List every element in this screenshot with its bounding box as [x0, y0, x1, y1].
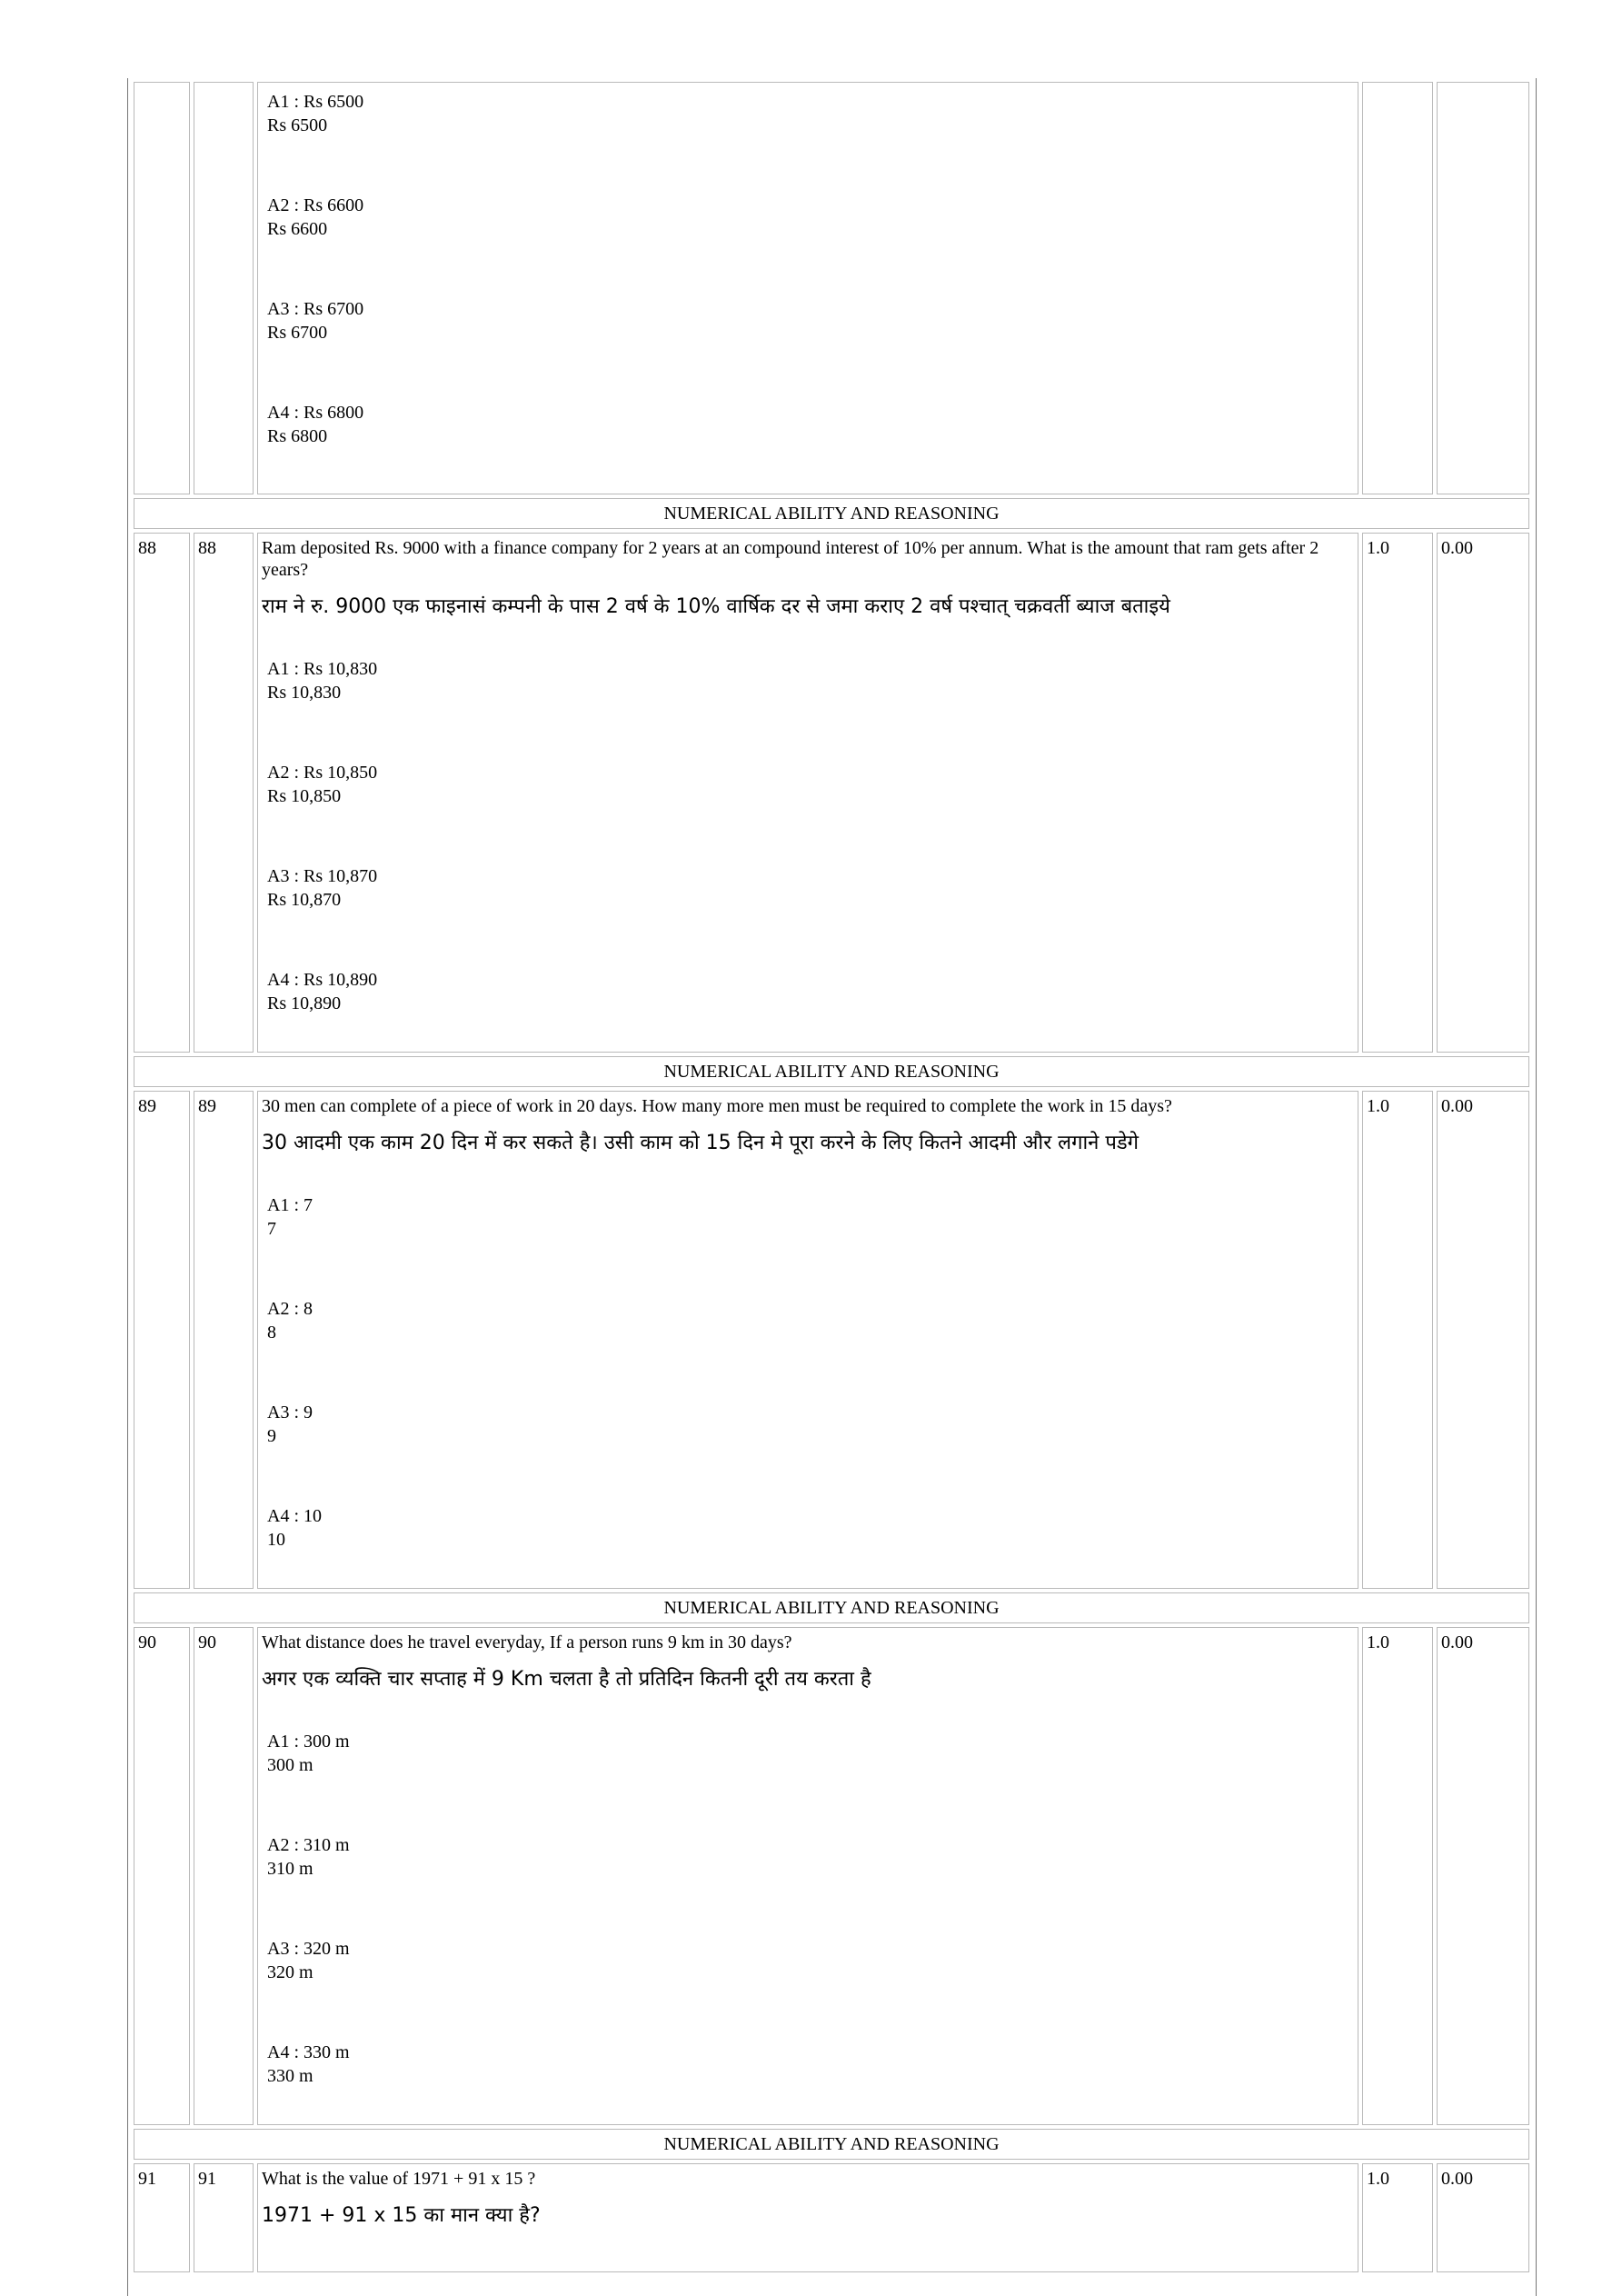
section-title: NUMERICAL ABILITY AND REASONING	[134, 2129, 1529, 2160]
option-value: 330 m	[267, 2066, 313, 2086]
option	[267, 401, 1354, 448]
option-label: A1 : Rs 6500	[267, 92, 364, 112]
negative-marks: 0.00	[1437, 2163, 1529, 2272]
option	[267, 1833, 1354, 1881]
option-label: A3 : 320 m	[267, 1939, 350, 1959]
question-text: What is the value of 1971 + 91 x 15 ?	[262, 2169, 536, 2189]
option	[267, 1504, 1354, 1552]
table-row	[134, 533, 1529, 1053]
option	[267, 2041, 1354, 2088]
option-label: A3 : Rs 6700	[267, 299, 364, 319]
section-title: NUMERICAL ABILITY AND REASONING	[134, 1056, 1529, 1087]
question-text: Ram deposited Rs. 9000 with a finance company for 2 years at an compound interest of 10% per annum. What is the amount that ram gets after 2 years?	[262, 538, 1319, 580]
table-row	[134, 1627, 1529, 2125]
option-value: Rs 10,890	[267, 993, 342, 1013]
option-label: A1 : Rs 10,830	[267, 659, 378, 679]
question-text: 30 men can complete of a piece of work in 20 days. How many more men must be required to complete the work in 15 days?	[262, 1096, 1172, 1116]
option	[267, 1193, 1354, 1241]
question-number: 88	[134, 533, 190, 1053]
table-row	[134, 82, 1529, 494]
question-text: What distance does he travel everyday, If a person runs 9 km in 30 days?	[262, 1632, 792, 1652]
marks: 1.0	[1362, 2163, 1433, 2272]
negative-marks: 0.00	[1437, 1627, 1529, 2125]
negative-marks: 0.00	[1437, 1091, 1529, 1589]
option-label: A4 : 330 m	[267, 2042, 350, 2062]
option	[267, 194, 1354, 241]
option-label: A1 : 300 m	[267, 1732, 350, 1752]
question-body	[257, 2163, 1358, 2272]
question-paper	[130, 78, 1533, 2276]
option	[267, 90, 1354, 137]
option-label: A3 : 9	[267, 1403, 313, 1423]
option	[267, 968, 1354, 1015]
option-value: Rs 10,830	[267, 683, 342, 703]
option-value: Rs 10,850	[267, 786, 342, 806]
question-number: 91	[134, 2163, 190, 2272]
question-number: 89	[134, 1091, 190, 1589]
question-body	[257, 1627, 1358, 2125]
negative-marks: 0.00	[1437, 533, 1529, 1053]
option-label: A2 : 8	[267, 1299, 313, 1319]
option-label: A3 : Rs 10,870	[267, 866, 378, 886]
option-label: A2 : Rs 10,850	[267, 763, 378, 783]
question-text-hindi: अगर एक व्यक्ति चार सप्ताह में 9 Km चलता है तो प्रतिदिन कितनी दूरी तय करता है	[262, 1668, 871, 1691]
option-label: A4 : Rs 6800	[267, 403, 364, 423]
option	[267, 1937, 1354, 1984]
option	[267, 1297, 1354, 1344]
question-number-cell	[134, 82, 190, 494]
option	[267, 864, 1354, 912]
option-label: A2 : 310 m	[267, 1835, 350, 1855]
option-value: Rs 6500	[267, 115, 328, 135]
question-body	[257, 1091, 1358, 1589]
section-row	[134, 1592, 1529, 1623]
section-row	[134, 1056, 1529, 1087]
section-title: NUMERICAL ABILITY AND REASONING	[134, 1592, 1529, 1623]
option	[267, 657, 1354, 704]
option-value: 10	[267, 1530, 285, 1550]
marks: 1.0	[1362, 1627, 1433, 2125]
negative-marks-cell	[1437, 82, 1529, 494]
question-table	[130, 78, 1533, 2276]
question-number: 90	[134, 1627, 190, 2125]
option-value: Rs 10,870	[267, 890, 342, 910]
option	[267, 297, 1354, 344]
option-value: 310 m	[267, 1859, 313, 1879]
option-value: 320 m	[267, 1962, 313, 1982]
option-value: 7	[267, 1219, 276, 1239]
option-value: Rs 6700	[267, 323, 328, 343]
marks: 1.0	[1362, 533, 1433, 1053]
question-body	[257, 82, 1358, 494]
marks: 1.0	[1362, 1091, 1433, 1589]
option-value: 300 m	[267, 1755, 313, 1775]
marks-cell	[1362, 82, 1433, 494]
question-text-hindi: 30 आदमी एक काम 20 दिन में कर सकते है। उसी काम को 15 दिन मे पूरा करने के लिए कितने आदमी और लगाने पडेगे	[262, 1132, 1139, 1154]
option	[267, 1730, 1354, 1777]
option-value: 9	[267, 1426, 276, 1446]
option-value: Rs 6800	[267, 426, 328, 446]
option-label: A4 : Rs 10,890	[267, 970, 378, 990]
section-row	[134, 498, 1529, 529]
table-row	[134, 2163, 1529, 2272]
section-row	[134, 2129, 1529, 2160]
question-body	[257, 533, 1358, 1053]
table-row	[134, 1091, 1529, 1589]
option-label: A1 : 7	[267, 1195, 313, 1215]
question-id-cell	[194, 82, 254, 494]
question-text-hindi: राम ने रु. 9000 एक फाइनासं कम्पनी के पास 2 वर्ष के 10% वार्षिक दर से जमा कराए 2 वर्ष पश्चात् चक्रवर्ती ब्याज बताइये	[262, 595, 1170, 618]
question-id: 88	[194, 533, 254, 1053]
option	[267, 1401, 1354, 1448]
question-id: 89	[194, 1091, 254, 1589]
page-frame-right	[1536, 78, 1537, 2296]
section-title: NUMERICAL ABILITY AND REASONING	[134, 498, 1529, 529]
option-label: A4 : 10	[267, 1506, 322, 1526]
option-value: 8	[267, 1323, 276, 1343]
page-frame-left	[127, 78, 128, 2296]
option	[267, 761, 1354, 808]
question-text-hindi: 1971 + 91 x 15 का मान क्या है?	[262, 2204, 541, 2227]
question-id: 90	[194, 1627, 254, 2125]
option-value: Rs 6600	[267, 219, 328, 239]
option-label: A2 : Rs 6600	[267, 195, 364, 215]
question-id: 91	[194, 2163, 254, 2272]
